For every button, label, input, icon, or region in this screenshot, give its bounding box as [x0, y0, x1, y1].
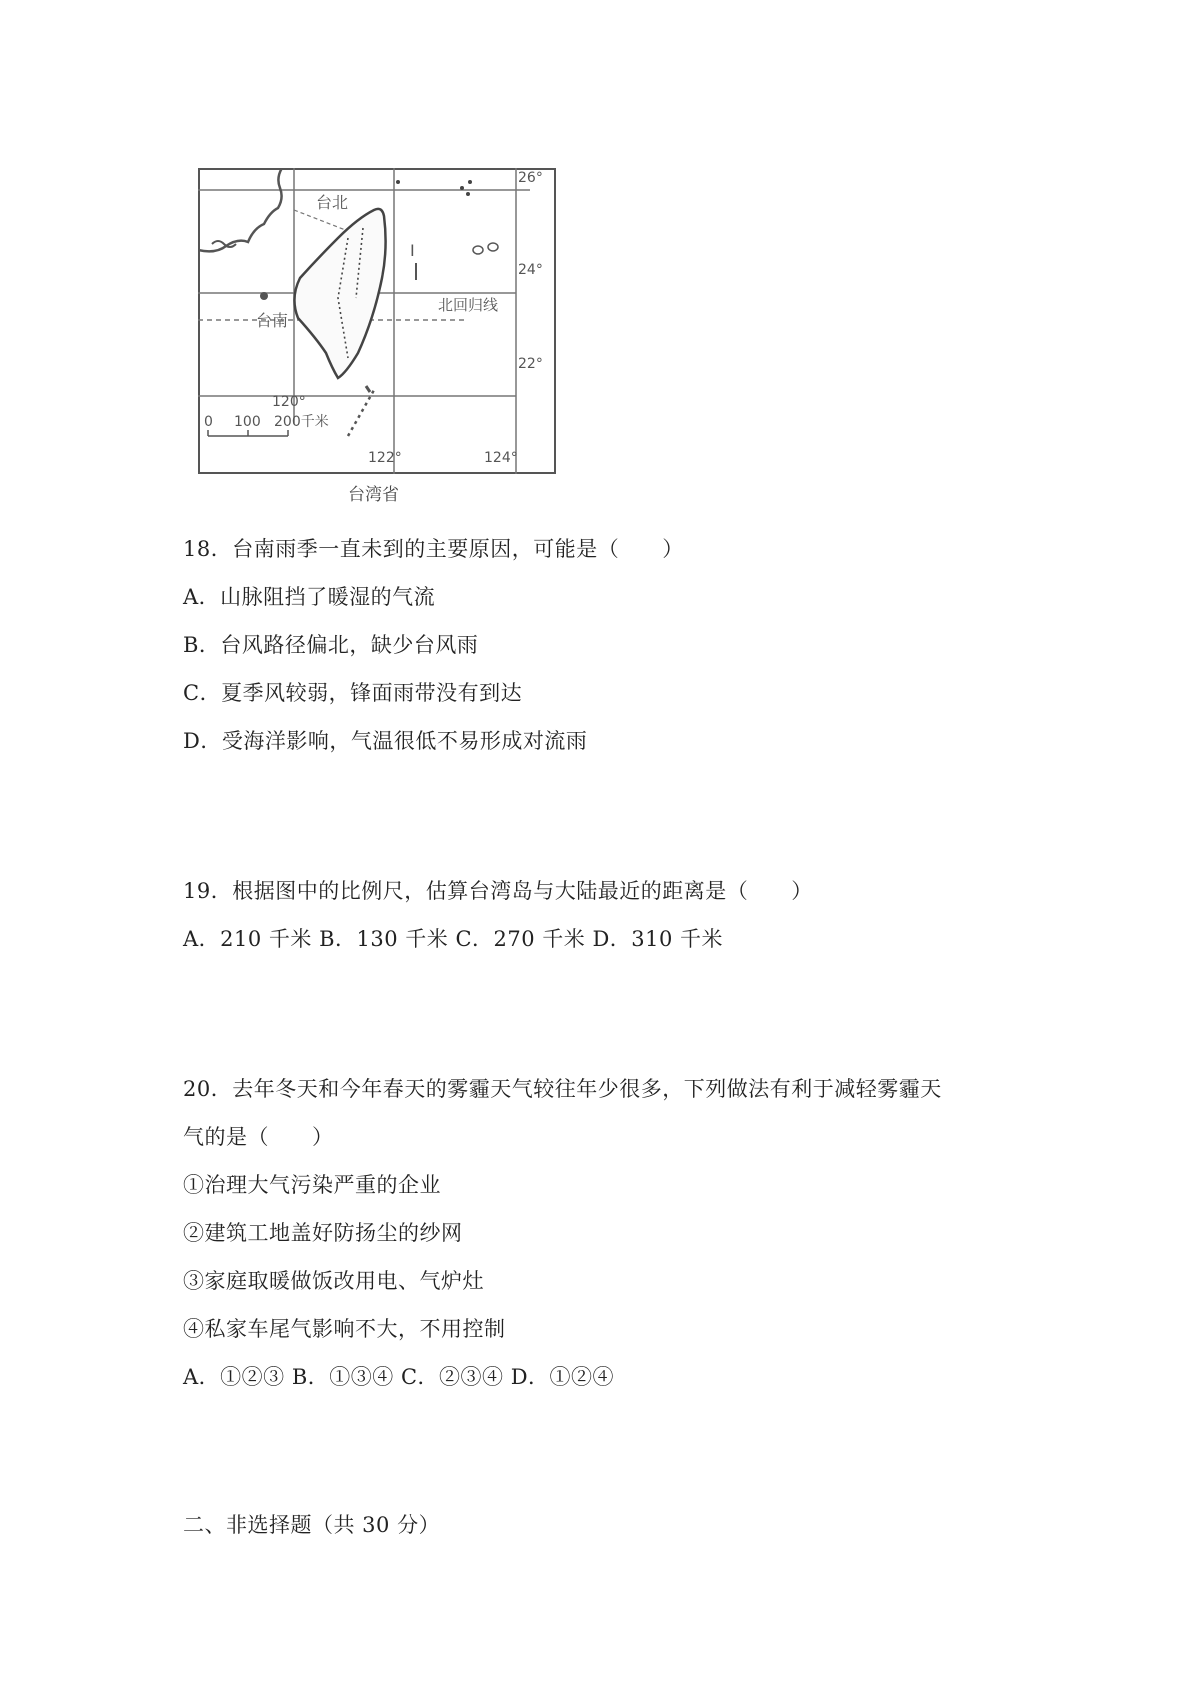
question-18-option-d: D．受海洋影响，气温很低不易形成对流雨: [183, 729, 588, 753]
question-18-option-b: B．台风路径偏北，缺少台风雨: [183, 633, 479, 657]
taiwan-map: [198, 168, 556, 474]
question-20-stem-line1: 20．去年冬天和今年春天的雾霾天气较往年少很多，下列做法有利于减轻雾霾天: [183, 1077, 942, 1101]
question-19-options: A．210 千米 B．130 千米 C．270 千米 D．310 千米: [183, 927, 724, 951]
label-lon120: 120°: [272, 394, 306, 410]
section-heading: 二、非选择题（共 30 分）: [183, 1513, 441, 1537]
map-caption: 台湾省: [348, 485, 399, 505]
label-lon124: 124°: [484, 450, 518, 466]
question-20-options: A．①②③ B．①③④ C．②③④ D．①②④: [183, 1365, 615, 1389]
scale-100: 100: [234, 414, 261, 430]
question-20-item-2: ②建筑工地盖好防扬尘的纱网: [183, 1221, 463, 1245]
question-20-item-4: ④私家车尾气影响不大，不用控制: [183, 1317, 506, 1341]
question-20-item-1: ①治理大气污染严重的企业: [183, 1173, 441, 1197]
label-lon122: 122°: [368, 450, 402, 466]
label-tainan: 台南: [256, 311, 289, 330]
label-tropic: 北回归线: [438, 296, 499, 314]
label-lat22: 22°: [518, 356, 543, 372]
question-18-option-c: C．夏季风较弱，锋面雨带没有到达: [183, 681, 523, 705]
scale-200: 200千米: [274, 414, 329, 430]
question-20-item-3: ③家庭取暖做饭改用电、气炉灶: [183, 1269, 484, 1293]
question-18-stem: 18．台南雨季一直未到的主要原因，可能是（ ）: [183, 537, 684, 561]
label-taipei: 台北: [316, 193, 349, 212]
question-20-stem-line2: 气的是（ ）: [183, 1125, 334, 1149]
label-island: I: [410, 241, 415, 260]
label-lat26: 26°: [518, 170, 543, 186]
question-19-stem: 19．根据图中的比例尺，估算台湾岛与大陆最近的距离是（ ）: [183, 879, 813, 903]
question-18-option-a: A．山脉阻挡了暖湿的气流: [183, 585, 436, 609]
label-lat24: 24°: [518, 262, 543, 278]
scale-0: 0: [204, 414, 213, 430]
